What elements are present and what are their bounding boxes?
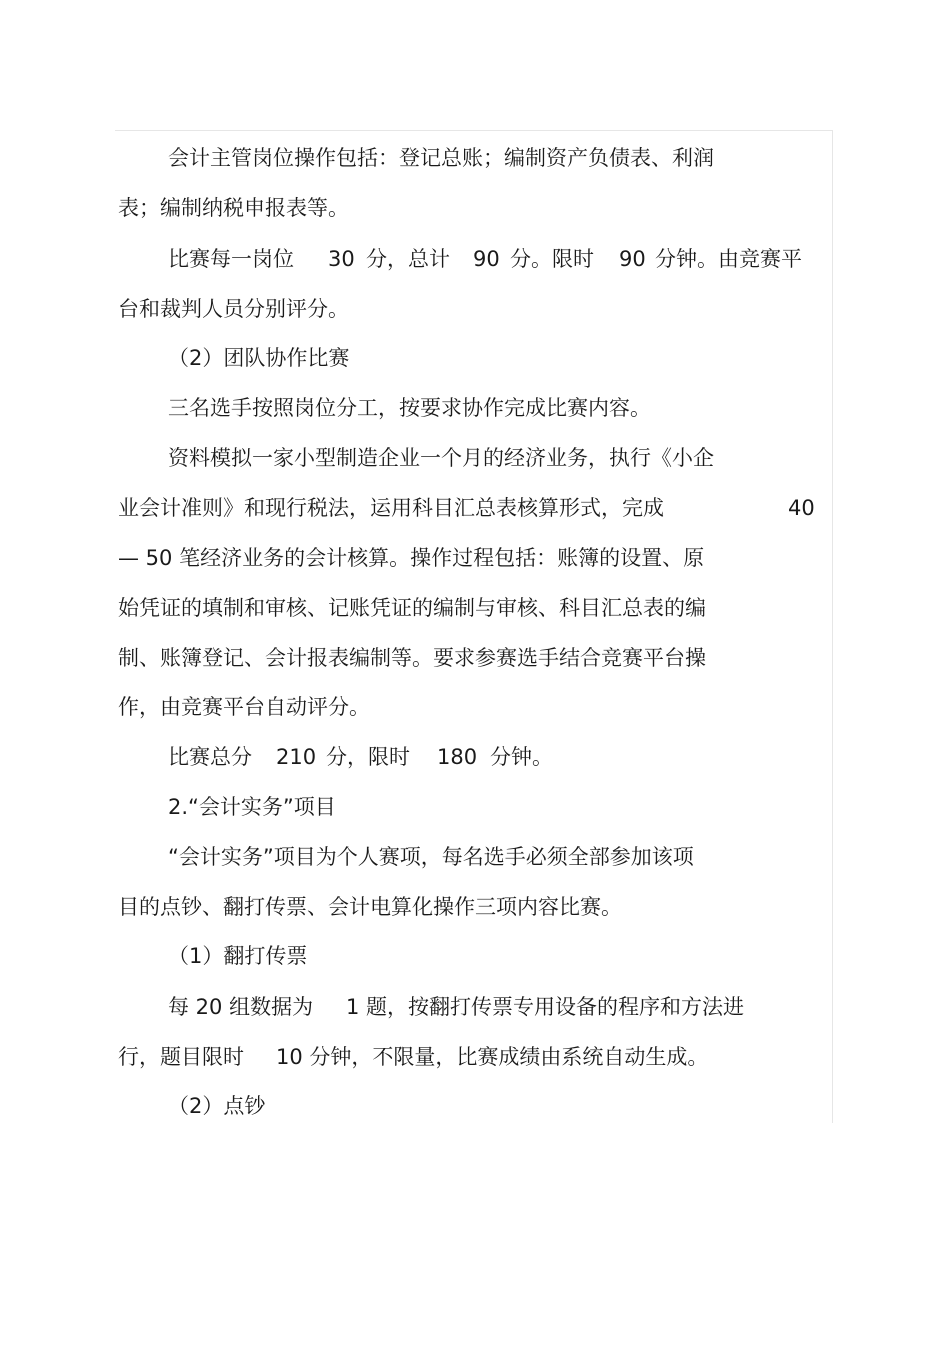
- line-segment: 每 20 组数据为: [168, 995, 314, 1019]
- line-segment: 10 分钟，不限量，比赛成绩由系统自动生成。: [276, 1045, 709, 1069]
- line-segment: 三名选手按照岗位分工，按要求协作完成比赛内容。: [168, 396, 651, 420]
- text-line: [0, 591, 950, 625]
- text-line: [0, 790, 950, 824]
- text-line: [0, 191, 950, 225]
- line-segment: 作，由竞赛平台自动评分。: [118, 695, 370, 719]
- line-segment: 业会计准则》和现行税法，运用科目汇总表核算形式，完成: [118, 496, 664, 520]
- text-line: [0, 840, 950, 874]
- line-segment: “会计实务”项目为个人赛项，每名选手必须全部参加该项: [168, 845, 694, 869]
- line-segment: 分，总计: [366, 247, 450, 271]
- line-segment: 台和裁判人员分别评分。: [118, 297, 349, 321]
- line-segment: 分。限时: [510, 247, 594, 271]
- text-line: [0, 242, 950, 276]
- line-segment: 比赛每一岗位: [168, 247, 294, 271]
- text-line: [0, 341, 950, 375]
- line-segment: 制、账簿登记、会计报表编制等。要求参赛选手结合竞赛平台操: [118, 646, 706, 670]
- line-segment: （1）翻打传票: [168, 944, 308, 968]
- text-line: [0, 141, 950, 175]
- text-line: [0, 1040, 950, 1074]
- text-line: [0, 1089, 950, 1123]
- number-segment: 30: [328, 247, 355, 271]
- line-segment: 行，题目限时: [118, 1045, 244, 1069]
- number-segment: 90: [619, 247, 646, 271]
- text-line: [0, 441, 950, 475]
- line-segment: 分钟。: [490, 745, 553, 769]
- text-line: [0, 292, 950, 326]
- number-segment: 90: [473, 247, 500, 271]
- line-segment: 始凭证的填制和审核、记账凭证的编制与审核、科目汇总表的编: [118, 596, 706, 620]
- text-line: [0, 541, 950, 575]
- line-segment: 表；编制纳税申报表等。: [118, 196, 349, 220]
- text-line: [0, 890, 950, 924]
- text-line: [0, 939, 950, 973]
- line-segment: 1 题，按翻打传票专用设备的程序和方法进: [346, 995, 745, 1019]
- line-segment: 会计主管岗位操作包括：登记总账；编制资产负债表、利润: [168, 146, 714, 170]
- line-segment: （2）团队协作比赛: [168, 346, 350, 370]
- number-segment: 180: [437, 745, 478, 769]
- section-heading: 2.“会计实务”项目: [168, 795, 336, 819]
- line-segment: 比赛总分: [168, 745, 252, 769]
- page-frame: [115, 130, 833, 1123]
- text-line: [0, 491, 950, 525]
- line-segment: 资料模拟一家小型制造企业一个月的经济业务，执行《小企: [168, 446, 714, 470]
- line-segment: 目的点钞、翻打传票、会计电算化操作三项内容比赛。: [118, 895, 622, 919]
- text-line: [0, 641, 950, 675]
- line-segment: （2）点钞: [168, 1094, 266, 1118]
- line-segment: 分，限时: [326, 745, 410, 769]
- text-line: [0, 990, 950, 1024]
- number-segment: 210: [276, 745, 317, 769]
- number-segment: 40: [788, 496, 815, 520]
- line-segment: 分钟。由竞赛平: [655, 247, 802, 271]
- text-line: [0, 740, 950, 774]
- text-line: [0, 391, 950, 425]
- text-line: [0, 690, 950, 724]
- line-segment: — 50 笔经济业务的会计核算。操作过程包括：账簿的设置、原: [118, 546, 705, 570]
